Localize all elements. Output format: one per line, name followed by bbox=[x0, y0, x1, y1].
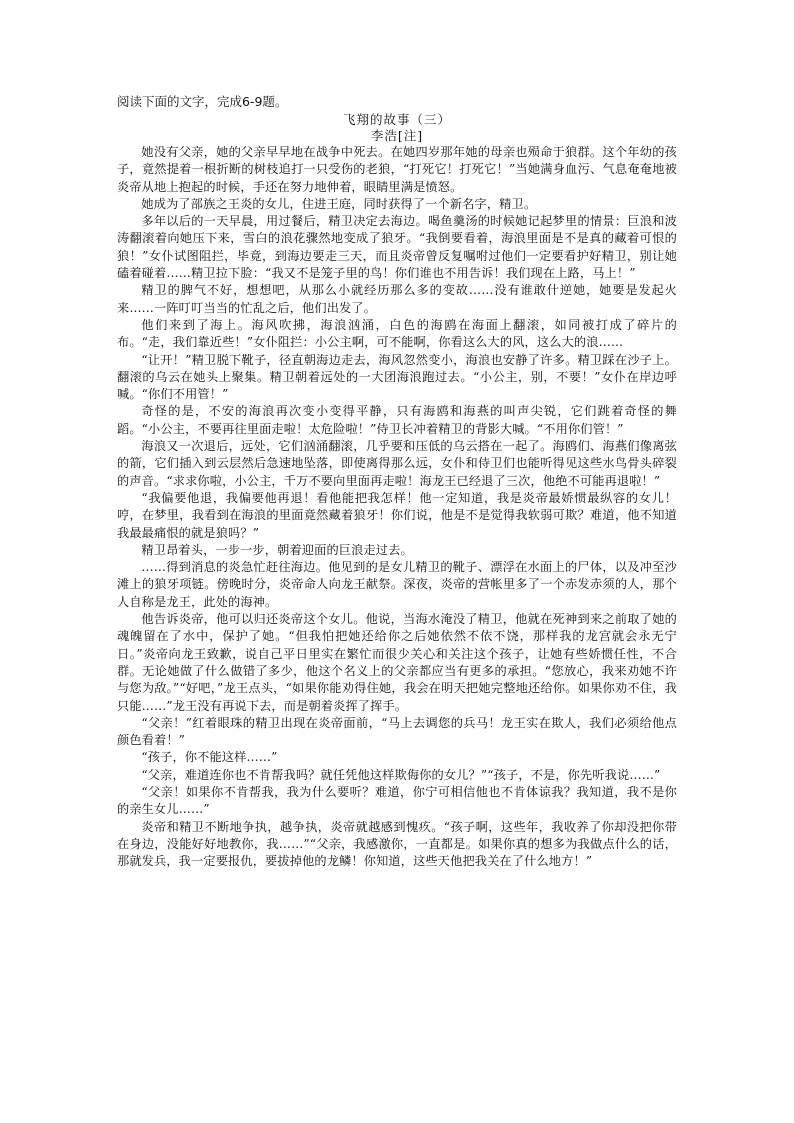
story-title: 飞翔的故事（三） bbox=[342, 112, 451, 127]
question-instruction: 阅读下面的文字，完成6-9题。 bbox=[117, 94, 288, 109]
paragraph: 他告诉炎帝，他可以归还炎帝这个女儿。他说，当海水淹没了精卫，他就在死神到来之前取了她的魂魄留在了水中，保护了她。“但我怕把她还给你之后她依然不依不饶，那样我的龙宫就会永无宁日。”炎帝向龙王致歉，说自己平日里实在繁忙而很少关心和关注这个孩子，让她有些娇惯任性，不合群。无论她做了什么做错了多少，他这个名义上的父亲都应当有更多的承担。“您放心，我来劝她不许与您为敌。”“好吧，”龙王点头，“如果你能劝得住她，我会在明天把她完整地还给你。如果你劝不住，我只能……”龙王没有再说下去，而是朝着炎挥了挥手。 bbox=[117, 612, 677, 713]
paragraph: 精卫昂着头，一步一步，朝着迎面的巨浪走过去。 bbox=[141, 542, 413, 557]
paragraph: 奇怪的是，不安的海浪再次变小变得平静，只有海鸥和海燕的叫声尖锐，它们跳着奇怪的舞蹈。“小公主，不要再往里面走啦！太危险啦！”侍卫长冲着精卫的背影大喊。“不用你们管！” bbox=[117, 404, 677, 436]
paragraph: “孩子，你不能这样……” bbox=[141, 750, 278, 765]
paragraph: 炎帝和精卫不断地争执，越争执，炎帝就越感到愧疚。“孩子啊，这些年，我收养了你却没把你带在身边，没能好好地教你，我……”“父亲，我感激你，一直都是。如果你真的想多为我做点什么的话，那就发兵，我一定要报仇，要拔掉他的龙鳞！你知道，这些天他把我关在了什么地方！” bbox=[117, 819, 677, 869]
paragraph: “我偏要他退，我偏要他再退！看他能把我怎样！他一定知道，我是炎帝最娇惯最纵容的女儿！哼，在梦里，我看到在海浪的里面竟然藏着狼牙！你们说，他是不是觉得我软弱可欺？难道，他不知道我最最痛恨的就是狼吗？” bbox=[117, 490, 677, 540]
paragraph: 他们来到了海上。海风吹拂，海浪汹涌，白色的海鸥在海面上翻滚，如同被打成了碎片的布。“走，我们靠近些！”女仆阻拦：小公主啊，可不能啊，你看这么大的风，这么大的浪…… bbox=[117, 317, 677, 350]
story-author: 李浩[注] bbox=[370, 128, 424, 143]
paragraph: 她没有父亲，她的父亲早早地在战争中死去。在她四岁那年她的母亲也殒命于狼群。这个年幼的孩子，竟然提着一根折断的树枝追打一只受伤的老狼，“打死它！打死它！”当她满身血污、气息奄奄地被炎帝从地上抱起的时候，手还在努力地伸着，眼睛里满是愤怒。 bbox=[117, 145, 677, 194]
paragraph: 多年以后的一天早晨，用过餐后，精卫决定去海边。喝鱼羹汤的时候她记起梦里的情景：巨浪和波涛翻滚着向她压下来，雪白的浪花骤然地变成了狼牙。“我倒要看着，海浪里面是不是真的藏着可恨的狼！”女仆试图阻拦，毕竟，到海边要走三天，而且炎帝曾反复嘱咐过他们一定要看护好精卫，别让她磕着碰着……精卫拉下脸：“我又不是笼子里的鸟！你们谁也不用告诉！我们现在上路，马上！” bbox=[117, 214, 677, 281]
paragraph: ……得到消息的炎急忙赶往海边。他见到的是女儿精卫的靴子、漂浮在水面上的尸体，以及冲至沙滩上的狼牙项链。傍晚时分，炎帝命人向龙王献祭。深夜，炎帝的营帐里多了一个赤发赤须的人，那个人自称是龙王，此处的海神。 bbox=[117, 560, 677, 609]
story-body bbox=[117, 144, 677, 870]
paragraph: 精卫的脾气不好，想想吧，从那么小就经历那么多的变故……没有谁敢什逆她，她要是发起火来……一阵叮叮当当的忙乱之后，他们出发了。 bbox=[117, 283, 677, 315]
document-page bbox=[117, 92, 677, 870]
paragraph: “让开！”精卫脱下靴子，径直朝海边走去，海风忽然变小，海浪也安静了许多。精卫踩在沙子上。翻滚的乌云在她头上聚集。精卫朝着远处的一大团海浪跑过去。“小公主，别，不要！”女仆在岸边呼喊。“你们不用管！” bbox=[117, 352, 677, 402]
paragraph: “父亲，难道连你也不肯帮我吗？就任凭他这样欺侮你的女儿？”“孩子，不是，你先听我说……” bbox=[141, 767, 661, 782]
paragraph: 她成为了部族之王炎的女儿，住进王庭，同时获得了一个新名字，精卫。 bbox=[141, 196, 537, 211]
paragraph: “父亲！”红着眼珠的精卫出现在炎帝面前，“马上去调您的兵马！龙王实在欺人，我们必须给他点颜色看着！” bbox=[117, 715, 677, 748]
paragraph: “父亲！如果你不肯帮我，我为什么要听？难道，你宁可相信他也不肯体谅我？我知道，我不是你的亲生女儿……” bbox=[117, 784, 677, 817]
paragraph: 海浪又一次退后，远处，它们汹涌翻滚，几乎要和压低的乌云搭在一起了。海鸥们、海燕们像离弦的箭，它们插入到云层然后急速地坠落，即使离得那么远，女仆和侍卫们也能听得见这些水鸟骨头碎裂的声音。“求求你啦，小公主，千万不要向里面再走啦！海龙王已经退了三次，他绝不可能再退啦！” bbox=[117, 439, 677, 488]
